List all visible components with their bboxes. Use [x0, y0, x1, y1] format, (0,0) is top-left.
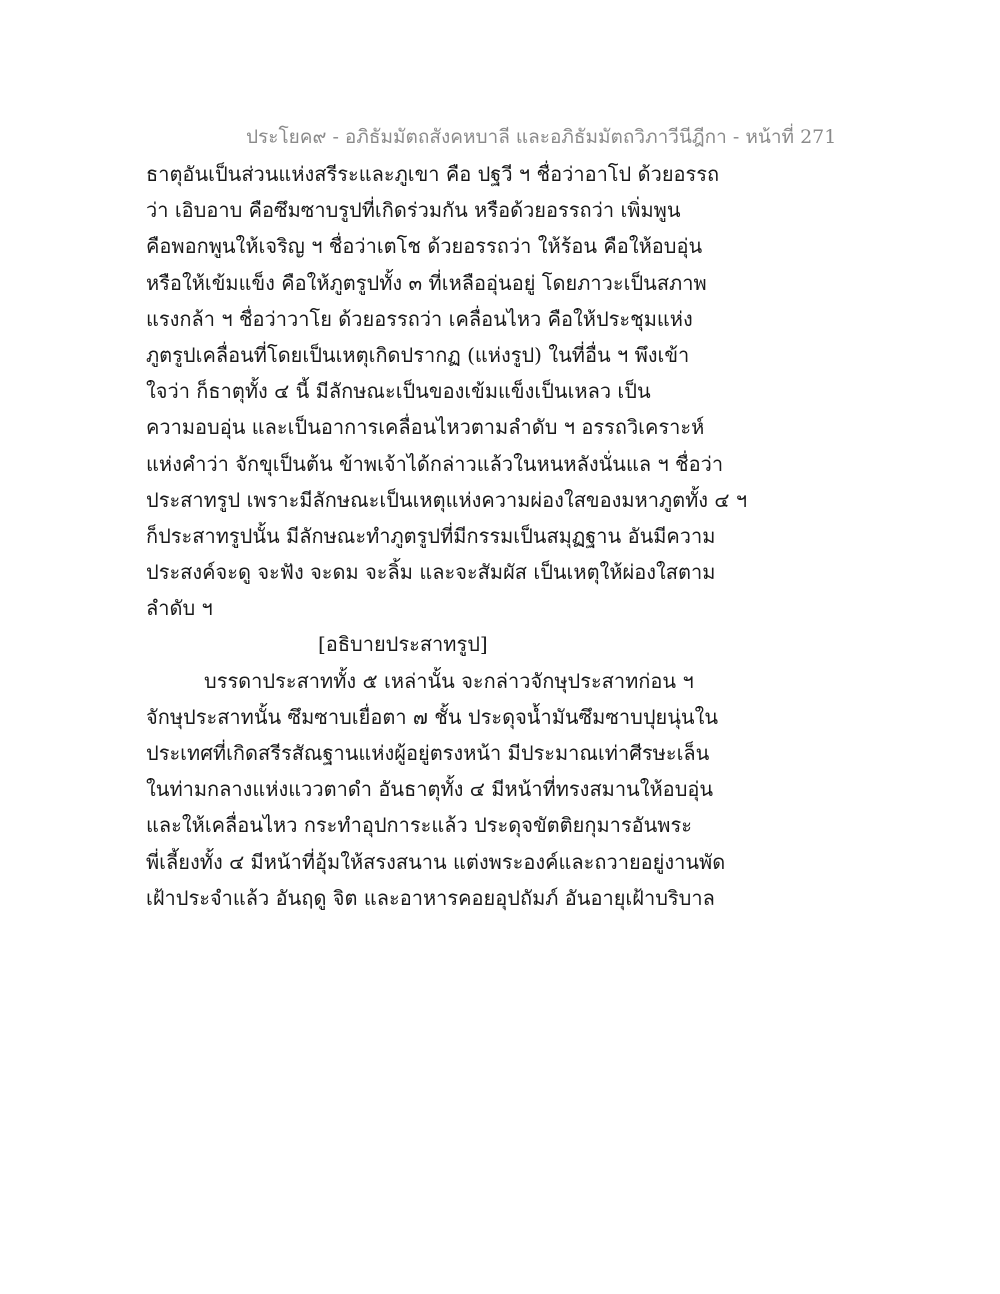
text-line: ว่า เอิบอาบ คือซึมซาบรูปที่เกิดร่วมกัน หรือด้วยอรรถว่า เพิ่มพูน	[146, 198, 681, 223]
text-line: และให้เคลื่อนไหว กระทำอุปการะแล้ว ประดุจขัตติยกุมารอันพระ	[146, 813, 692, 838]
text-line: ประเทศที่เกิดสรีรสัณฐานแห่งผู้อยู่ตรงหน้า มีประมาณเท่าศีรษะเล็น	[146, 741, 710, 765]
text-line: ประสงค์จะดู จะฟัง จะดม จะลิ้ม และจะสัมผัส เป็นเหตุให้ผ่องใสตาม	[146, 560, 716, 585]
text-line: หรือให้เข้มแข็ง คือให้ภูตรูปทั้ง ๓ ที่เหลืออุ่นอยู่ โดยภาวะเป็นสภาพ	[146, 270, 707, 295]
text-line: แรงกล้า ฯ ชื่อว่าวาโย ด้วยอรรถว่า เคลื่อนไหว คือให้ประชุมแห่ง	[146, 306, 693, 331]
text-line: ในท่ามกลางแห่งแววตาดำ อันธาตุทั้ง ๔ มีหน้าที่ทรงสมานให้อบอุ่น	[146, 777, 714, 802]
section-heading: [อธิบายประสาทรูป]	[318, 632, 488, 657]
text-line: ก็ประสาทรูปนั้น มีลักษณะทำภูตรูปที่มีกรรมเป็นสมุฏฐาน อันมีความ	[146, 523, 716, 548]
text-line: ธาตุอันเป็นส่วนแห่งสรีระและภูเขา คือ ปฐวี ฯ ชื่อว่าอาโป ด้วยอรรถ	[146, 162, 720, 186]
text-line: แห่งคำว่า จักขุเป็นต้น ข้าพเจ้าได้กล่าวแล้วในหนหลังนั่นแล ฯ ชื่อว่า	[146, 451, 724, 476]
text-line: ภูตรูปเคลื่อนที่โดยเป็นเหตุเกิดปรากฏ (แห่งรูป) ในที่อื่น ฯ พึงเข้า	[146, 342, 690, 367]
text-line: ความอบอุ่น และเป็นอาการเคลื่อนไหวตามลำดับ ฯ อรรถวิเคราะห์	[146, 415, 705, 440]
body-text	[146, 156, 746, 916]
running-header: ประโยค๙ - อภิธัมมัตถสังคหบาลี และอภิธัมมัตถวิภาวีนีฎีกา - หน้าที่ 271	[246, 126, 837, 148]
text-line: บรรดาประสาททั้ง ๕ เหล่านั้น จะกล่าวจักษุประสาทก่อน ฯ	[204, 668, 694, 693]
text-line: พี่เลี้ยงทั้ง ๔ มีหน้าที่อุ้มให้สรงสนาน แต่งพระองค์และถวายอยู่งานพัด	[146, 849, 726, 874]
text-line: ใจว่า ก็ธาตุทั้ง ๔ นี้ มีลักษณะเป็นของเข้มแข็งเป็นเหลว เป็น	[146, 379, 651, 404]
text-line: ลำดับ ฯ	[146, 596, 213, 621]
text-line: ประสาทรูป เพราะมีลักษณะเป็นเหตุแห่งความผ่องใสของมหาภูตทั้ง ๔ ฯ	[146, 487, 748, 512]
text-line: คือพอกพูนให้เจริญ ฯ ชื่อว่าเตโช ด้วยอรรถว่า ให้ร้อน คือให้อบอุ่น	[146, 234, 703, 259]
text-line: เฝ้าประจำแล้ว อันฤดู จิต และอาหารคอยอุปถัมภ์ อันอายุเฝ้าบริบาล	[146, 885, 715, 910]
text-line: จักษุประสาทนั้น ซึมซาบเยื่อตา ๗ ชั้น ประดุจน้ำมันซึมซาบปุยนุ่นใน	[146, 704, 719, 729]
